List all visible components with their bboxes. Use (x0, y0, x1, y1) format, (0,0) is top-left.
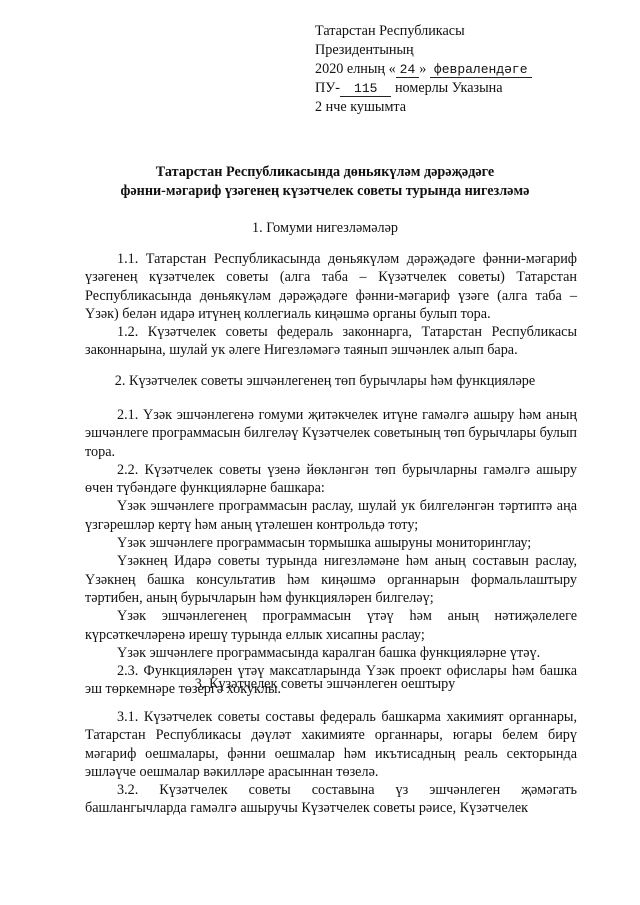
title-line-2: фәнни-мәгариф үзәгенең күзәтчелек советы турында нигезләмә (120, 183, 530, 199)
decree-suffix: номерлы Указына (394, 80, 503, 96)
paragraph-2-2-e: Үзәк эшчәнлеге программасында каралган башка функцияләрне үтәү. (117, 644, 541, 661)
paragraph-2-3: 2.3. Функцияләрен үтәү максатларында Үзәк проект офислары һәм башка эш төркемнәре төзергә хокуклы. (85, 663, 577, 698)
date-day-close: » (419, 61, 427, 77)
paragraph-2-2-a: Үзәк эшчәнлеге программасын раслау, шулай ук билгеләнгән тәртиптә аңа үзгәрешләр кертү һәм аның үтәлешен контрольдә тоту; (85, 498, 577, 533)
document-title (40, 163, 610, 201)
section-2-body (85, 406, 577, 699)
title-line-1: Татарстан Республикасында дөньякүләм дәрәҗәдәге (155, 164, 495, 180)
section-3-body (85, 708, 577, 818)
header-line-republic: Татарстан Республикасы (315, 23, 465, 39)
paragraph-1-1: 1.1. Татарстан Республикасында дөньякүләм дәрәҗәдәге фәнни-мәгариф үзәгенең күзәтчелек советы (алга таба – Күзәтчелек советы) Татарстан Республикасында дөньякүләм дәрәҗәдәге фәнни-мәгариф үзәге (алга таба – Үзәк) белән идарә итүнең коллегиаль киңәшмә органы булып тора. (85, 251, 577, 322)
paragraph-1-2: 1.2. Күзәтчелек советы федераль законнарга, Татарстан Республикасы законнарына, шулай ук әлеге Нигезләмәгә таянып эшчәнлек алып бара. (85, 324, 577, 359)
date-day: 24 (396, 62, 420, 78)
decree-number: 115 (340, 81, 391, 97)
paragraph-3-2: 3.2. Күзәтчелек советы составына үз эшчәнлеген җәмәгать башлангычларда гамәлгә ашыручы Күзәтчелек советы рәисе, Күзәтчелек (85, 782, 577, 817)
section-1-body (85, 250, 577, 360)
paragraph-3-1: 3.1. Күзәтчелек советы составы федераль башкарма хакимият органнары, Татарстан Республикасы дәүләт хакимияте органнары, югары белем бирү мәгариф оешмалары, фәнни оешмалар һәм икътисадның реаль секторында эшләүче оешмалар вәкилләре арасыннан төзелә. (85, 709, 577, 780)
paragraph-2-2: 2.2. Күзәтчелек советы үзенә йөкләнгән төп бурычларны гамәлгә ашыру өчен түбәндәге функцияләрне башкара: (85, 461, 577, 497)
paragraph-2-1: 2.1. Үзәк эшчәнлегенә гомуми җитәкчелек итүне гамәлгә ашыру һәм аның эшчәнлеге программасын билгеләү Күзәтчелек советының төп бурычлары булып тора. (85, 407, 577, 460)
decree-prefix: ПУ- (315, 80, 341, 96)
paragraph-2-2-b: Үзәк эшчәнлеге программасын тормышка ашыруны мониторинглау; (117, 535, 532, 552)
section-heading-1: 1. Гомуми нигезләмәләр (252, 220, 398, 236)
date-month: февралендәге (430, 62, 532, 78)
paragraph-2-2-d: Үзәк эшчәнлегенең программасын үтәү һәм аның нәтиҗәлелеге күрсәткечләренә ирешү турында еллык хисапны раслау; (85, 608, 577, 643)
decree-reference-block (315, 22, 532, 117)
date-prefix: 2020 елның « (315, 61, 396, 77)
section-heading-3: 3. Күзәтчелек советы эшчәнлеген оештыру (194, 676, 456, 692)
header-line-decree (315, 79, 532, 98)
paragraph-2-2-c: Үзәкнең Идарә советы турында нигезләмәне һәм аның составын раслау, Үзәкнең башка консультатив һәм киңәшмә органнарын формальлаштыру тәртибен, аның бурычларын һәм функцияләрен билгеләү; (85, 553, 577, 606)
header-line-date (315, 60, 532, 79)
section-heading-2: 2. Күзәтчелек советы эшчәнлегенең төп бурычлары һәм функцияләре (114, 373, 536, 389)
header-line-president: Президентының (315, 42, 414, 58)
header-line-appendix: 2 нче кушымта (315, 99, 407, 115)
